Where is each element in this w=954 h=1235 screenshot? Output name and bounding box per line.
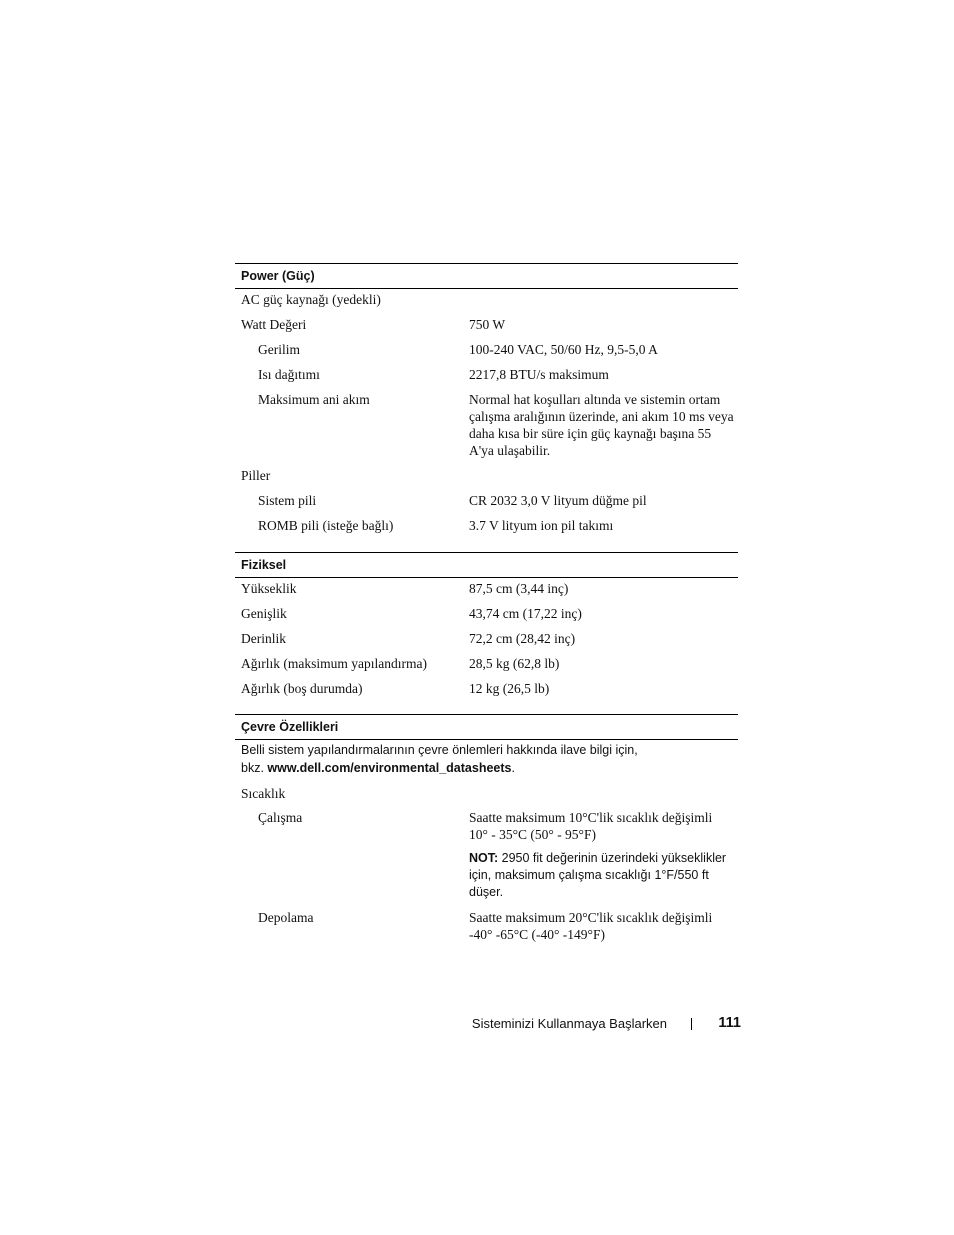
environmental-section bbox=[235, 714, 738, 954]
spec-value: CR 2032 3,0 V lityum düğme pil bbox=[469, 493, 647, 508]
physical-section-heading: Fiziksel bbox=[235, 552, 738, 578]
spec-value: 12 kg (26,5 lb) bbox=[469, 681, 550, 696]
spec-label: Gerilim bbox=[258, 342, 300, 357]
intro-text: Belli sistem yapılandırmalarının çevre önlemleri hakkında ilave bilgi için, bbox=[241, 743, 638, 757]
spec-label: Sistem pili bbox=[258, 493, 317, 508]
spec-label: ROMB pili (isteğe bağlı) bbox=[258, 518, 394, 533]
spec-value-line: 10° - 35°C (50° - 95°F) bbox=[469, 827, 596, 842]
footer-separator bbox=[691, 1018, 692, 1030]
spec-value bbox=[469, 809, 738, 843]
datasheets-link[interactable]: www.dell.com/environmental_datasheets bbox=[267, 761, 512, 775]
power-section-heading: Power (Güç) bbox=[235, 263, 738, 289]
spec-label: AC güç kaynağı (yedekli) bbox=[241, 292, 381, 307]
spec-value: 28,5 kg (62,8 lb) bbox=[469, 656, 560, 671]
spec-label: Depolama bbox=[258, 910, 314, 925]
spec-label: Maksimum ani akım bbox=[258, 392, 370, 407]
note-block bbox=[469, 850, 738, 901]
note-label: NOT: bbox=[469, 851, 499, 865]
spec-label: Yükseklik bbox=[241, 581, 297, 596]
spec-value-line: Saatte maksimum 20°C'lik sıcaklık değişimli bbox=[469, 910, 713, 925]
intro-prefix: bkz. bbox=[241, 761, 264, 775]
spec-label: Çalışma bbox=[258, 810, 303, 825]
footer-chapter-title: Sisteminizi Kullanmaya Başlarken bbox=[471, 1016, 667, 1031]
power-section bbox=[235, 263, 738, 543]
spec-value bbox=[469, 909, 738, 943]
spec-value: 43,74 cm (17,22 inç) bbox=[469, 606, 582, 621]
page-footer bbox=[0, 1014, 954, 1034]
page-number: 111 bbox=[718, 1015, 741, 1031]
spec-label: Watt Değeri bbox=[241, 317, 307, 332]
spec-label: Sıcaklık bbox=[241, 786, 286, 801]
spec-value-line: -40° -65°C (-40° -149°F) bbox=[469, 927, 605, 942]
environmental-intro bbox=[241, 741, 738, 777]
spec-value-line: Saatte maksimum 10°C'lik sıcaklık değişimli bbox=[469, 810, 713, 825]
spec-label: Derinlik bbox=[241, 631, 286, 646]
spec-value: 750 W bbox=[469, 317, 506, 332]
spec-value: 3.7 V lityum ion pil takımı bbox=[469, 518, 614, 533]
note-text: 2950 fit değerinin üzerindeki yükseklikler için, maksimum çalışma sıcaklığı 1°F/550 ft düşer. bbox=[469, 851, 727, 899]
spec-label: Genişlik bbox=[241, 606, 287, 621]
spec-value: Normal hat koşulları altında ve sistemin ortam çalışma aralığının üzerinde, ani akım 10 ms veya daha kısa bir süre için güç kaynağı başına 55 A'ya ulaşabilir. bbox=[469, 392, 734, 458]
spec-value: 100-240 VAC, 50/60 Hz, 9,5-5,0 A bbox=[469, 342, 658, 357]
spec-label: Ağırlık (boş durumda) bbox=[241, 681, 363, 696]
environmental-section-heading: Çevre Özellikleri bbox=[235, 714, 738, 740]
intro-suffix: . bbox=[511, 761, 515, 775]
spec-value: 2217,8 BTU/s maksimum bbox=[469, 367, 609, 382]
physical-section bbox=[235, 552, 738, 702]
spec-label: Isı dağıtımı bbox=[258, 367, 320, 382]
spec-label: Piller bbox=[241, 468, 271, 483]
spec-value: 72,2 cm (28,42 inç) bbox=[469, 631, 576, 646]
spec-value: 87,5 cm (3,44 inç) bbox=[469, 581, 569, 596]
spec-label: Ağırlık (maksimum yapılandırma) bbox=[241, 656, 427, 671]
